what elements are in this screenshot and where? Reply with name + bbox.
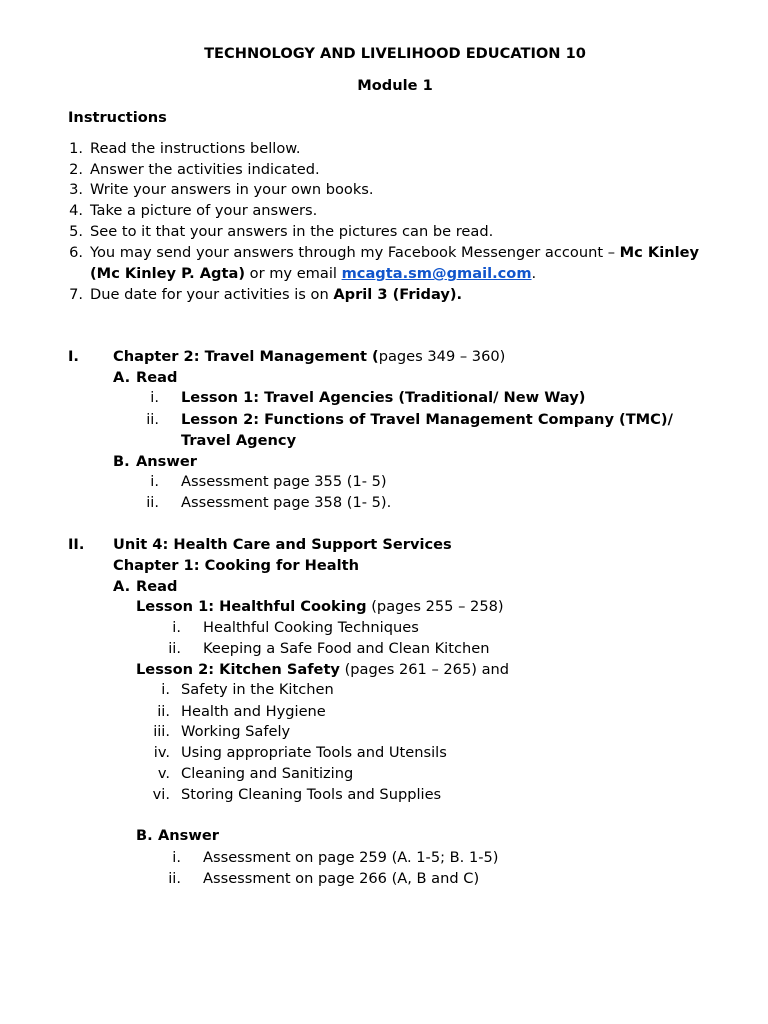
item-text: See to it that your answers in the pictures can be read. xyxy=(90,223,494,240)
item-number: i. xyxy=(172,619,181,636)
item-number: 1. xyxy=(69,140,83,157)
topic-item: Keeping a Safe Food and Clean Kitchen xyxy=(203,640,490,657)
item-text-part: Due date for your activities is on xyxy=(90,286,334,303)
lesson-heading xyxy=(136,597,504,617)
item-number: 4. xyxy=(69,202,83,219)
item-number: ii. xyxy=(146,411,159,428)
instructions-heading: Instructions xyxy=(68,109,167,126)
item-number: i. xyxy=(172,849,181,866)
topic-item: Storing Cleaning Tools and Supplies xyxy=(181,786,442,803)
answer-title: Answer xyxy=(136,453,197,470)
contact-name: Mc Kinley xyxy=(619,244,700,261)
email-link[interactable]: mcagta.sm@gmail.com xyxy=(341,265,532,282)
item-number: 2. xyxy=(69,161,83,178)
item-number: iv. xyxy=(153,744,170,761)
lesson-pages: (pages 255 – 258) xyxy=(366,598,504,615)
item-number: i. xyxy=(161,681,170,698)
item-text xyxy=(90,285,462,305)
due-date: April 3 (Friday). xyxy=(333,286,463,303)
topic-item: Healthful Cooking Techniques xyxy=(203,619,419,636)
answer-label: B. xyxy=(136,827,153,844)
chapter-title: Chapter 2: Travel Management ( xyxy=(113,348,379,365)
answer-title: Answer xyxy=(158,827,219,844)
assessment-item: Assessment on page 259 (A. 1-5; B. 1-5) xyxy=(203,849,499,866)
chapter-title: Chapter 1: Cooking for Health xyxy=(113,557,359,574)
item-number: ii. xyxy=(157,703,170,720)
item-number: 5. xyxy=(69,223,83,240)
topic-item: Cleaning and Sanitizing xyxy=(181,765,354,782)
document-title: TECHNOLOGY AND LIVELIHOOD EDUCATION 10 xyxy=(204,45,586,62)
lesson-title: Lesson 2: Kitchen Safety xyxy=(136,661,340,678)
item-number: 3. xyxy=(69,181,83,198)
topic-item: Working Safely xyxy=(181,723,291,740)
item-text-part: You may send your answers through my Facebook Messenger account – xyxy=(90,244,620,261)
topic-item: Using appropriate Tools and Utensils xyxy=(181,744,447,761)
section-title xyxy=(113,347,505,367)
contact-full-name: (Mc Kinley P. Agta) xyxy=(90,265,245,282)
assessment-item: Assessment page 355 (1- 5) xyxy=(181,473,387,490)
section-number: II. xyxy=(68,536,85,553)
item-text-part: or my email xyxy=(245,265,342,282)
item-number: 6. xyxy=(69,244,83,261)
topic-item: Safety in the Kitchen xyxy=(181,681,334,698)
section-number: I. xyxy=(68,348,79,365)
item-number: ii. xyxy=(168,870,181,887)
item-number: ii. xyxy=(146,494,159,511)
read-label: A. xyxy=(113,578,131,595)
lesson-title: Lesson 1: Healthful Cooking xyxy=(136,598,367,615)
item-text: Read the instructions bellow. xyxy=(90,140,301,157)
lesson-title-continued: Travel Agency xyxy=(181,432,297,449)
item-number: iii. xyxy=(153,723,170,740)
answer-label: B. xyxy=(113,453,130,470)
lesson-title: Lesson 2: Functions of Travel Management Company (TMC)/ xyxy=(181,411,673,428)
lesson-title: Lesson 1: Travel Agencies (Traditional/ New Way) xyxy=(181,389,586,406)
item-text: Answer the activities indicated. xyxy=(90,161,320,178)
unit-title: Unit 4: Health Care and Support Services xyxy=(113,536,452,553)
lesson-heading xyxy=(136,660,509,680)
item-number: ii. xyxy=(168,640,181,657)
item-number: 7. xyxy=(69,286,83,303)
item-text-part: . xyxy=(531,265,537,282)
item-number: i. xyxy=(150,389,159,406)
assessment-item: Assessment on page 266 (A, B and C) xyxy=(203,870,480,887)
lesson-pages: (pages 261 – 265) and xyxy=(339,661,510,678)
read-label: A. xyxy=(113,369,131,386)
item-text xyxy=(90,243,699,263)
item-text-continued xyxy=(90,264,536,284)
assessment-item: Assessment page 358 (1- 5). xyxy=(181,494,392,511)
read-title: Read xyxy=(136,369,178,386)
topic-item: Health and Hygiene xyxy=(181,703,326,720)
read-title: Read xyxy=(136,578,178,595)
item-number: v. xyxy=(157,765,170,782)
item-number: vi. xyxy=(152,786,170,803)
item-text: Take a picture of your answers. xyxy=(90,202,318,219)
item-text: Write your answers in your own books. xyxy=(90,181,374,198)
item-number: i. xyxy=(150,473,159,490)
chapter-pages: pages 349 – 360) xyxy=(378,348,506,365)
module-title: Module 1 xyxy=(357,77,433,94)
